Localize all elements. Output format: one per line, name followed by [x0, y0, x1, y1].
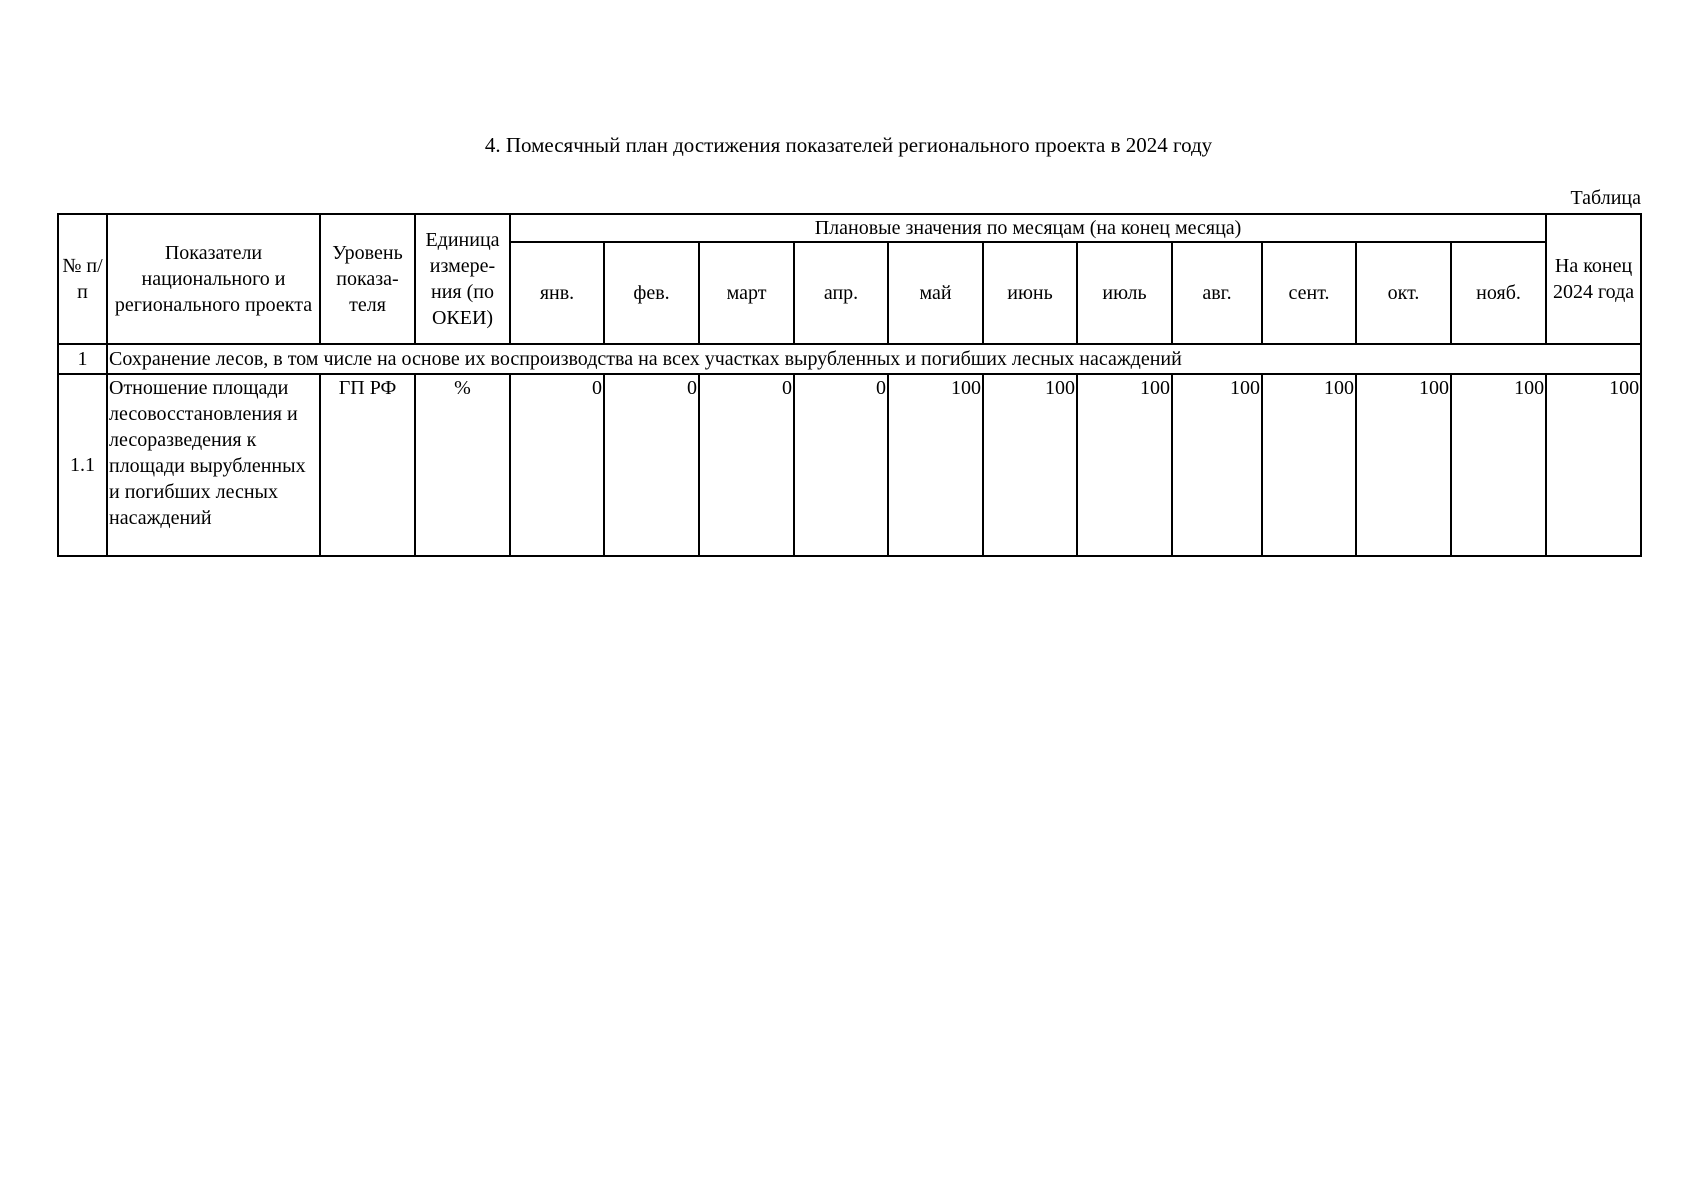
header-month: окт.	[1356, 242, 1451, 344]
header-unit: Единица измере- ния (по ОКЕИ)	[415, 214, 510, 344]
row-value: 100	[1077, 374, 1172, 556]
header-month: янв.	[510, 242, 604, 344]
table-row	[58, 374, 1641, 556]
header-month: июнь	[983, 242, 1077, 344]
header-month: авг.	[1172, 242, 1262, 344]
row-value: 100	[1262, 374, 1356, 556]
header-month: сент.	[1262, 242, 1356, 344]
row-value: 100	[1451, 374, 1546, 556]
header-num: № п/п	[58, 214, 107, 344]
table-label: Таблица	[1570, 187, 1641, 209]
section-num: 1	[58, 344, 107, 374]
row-year-end: 100	[1546, 374, 1641, 556]
row-value: 0	[794, 374, 888, 556]
row-value: 0	[510, 374, 604, 556]
section-row	[58, 344, 1641, 374]
row-num: 1.1	[58, 374, 107, 556]
header-month: апр.	[794, 242, 888, 344]
section-title: Сохранение лесов, в том числе на основе их воспроизводства на всех участках вырубленных и погибших лесных насаждений	[107, 344, 1641, 374]
row-value: 0	[604, 374, 699, 556]
row-value: 100	[1172, 374, 1262, 556]
header-indicator: Показатели национального и регионального проекта	[107, 214, 320, 344]
header-month: июль	[1077, 242, 1172, 344]
header-year-end: На конец 2024 года	[1546, 214, 1641, 344]
header-month: фев.	[604, 242, 699, 344]
row-value: 100	[888, 374, 983, 556]
header-level: Уровень показа- теля	[320, 214, 415, 344]
header-month: май	[888, 242, 983, 344]
monthly-plan-table	[57, 213, 1642, 557]
header-month: март	[699, 242, 794, 344]
row-level: ГП РФ	[320, 374, 415, 556]
header-plan-group: Плановые значения по месяцам (на конец месяца)	[510, 214, 1546, 242]
row-unit: %	[415, 374, 510, 556]
row-value: 0	[699, 374, 794, 556]
row-indicator: Отношение площади лесовосстановления и лесоразведения к площади вырубленных и погибших лесных насаждений	[107, 374, 320, 556]
header-month: нояб.	[1451, 242, 1546, 344]
document-title: 4. Помесячный план достижения показателей регионального проекта в 2024 году	[484, 133, 1213, 157]
row-value: 100	[1356, 374, 1451, 556]
row-value: 100	[983, 374, 1077, 556]
